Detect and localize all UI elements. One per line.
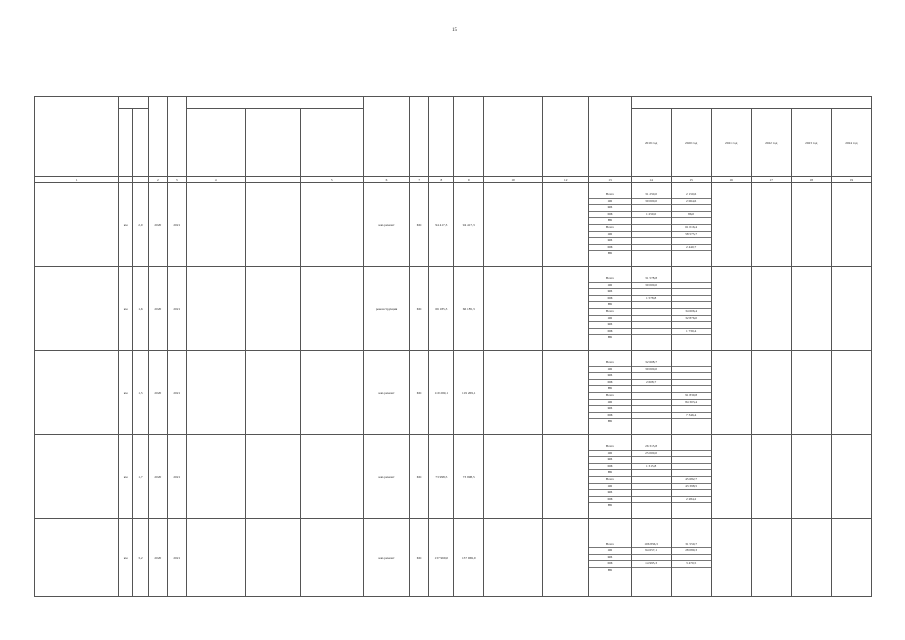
empty-year-cell — [751, 183, 791, 267]
work-type: кап.ремонт — [363, 519, 409, 597]
estimated-cost: 94 417,3 — [429, 183, 454, 267]
table-row — [35, 267, 872, 351]
executor-cell — [543, 267, 589, 351]
value-2021-line — [672, 322, 711, 329]
value-2021-line — [672, 503, 711, 509]
value-2021-line — [672, 335, 711, 341]
value-2020-line — [632, 302, 671, 309]
value-2020-line: 1 250,0 — [632, 212, 671, 219]
value-2021-line — [672, 218, 711, 225]
value-2020-line — [632, 484, 671, 491]
source-line: Всего — [589, 309, 630, 316]
value-2020-line: 106 836,3 — [632, 542, 671, 549]
value-2020-line — [632, 497, 671, 504]
col-number: 4 — [186, 177, 245, 183]
value-2021-line: 2 150,6 — [672, 192, 711, 199]
empty-year-cell — [711, 519, 751, 597]
value-2020-line: 30 000,0 — [632, 367, 671, 374]
header-year-2019: 2019 год — [631, 109, 671, 177]
source-line: МБ — [589, 329, 630, 336]
value-2020-cell — [631, 435, 671, 519]
remaining-cost: 119 269,1 — [454, 351, 484, 435]
header-cost — [429, 97, 454, 177]
header-capacity — [119, 97, 149, 109]
value-2021-line — [672, 464, 711, 471]
table-body — [35, 183, 872, 597]
value-2020-line: 14 995,3 — [632, 561, 671, 568]
object-name — [35, 267, 119, 351]
object-name — [35, 519, 119, 597]
executor-cell — [543, 183, 589, 267]
expertise-info — [245, 183, 300, 267]
value-2021-line — [672, 205, 711, 212]
psd-info — [186, 351, 245, 435]
source-line: ФБ — [589, 238, 630, 245]
value-2021-line — [672, 555, 711, 562]
source-line: Всего — [589, 542, 630, 549]
source-line: ФБ — [589, 289, 630, 296]
source-line: МБ — [589, 413, 630, 420]
value-2021-line: 2 064,6 — [672, 199, 711, 206]
header-source — [589, 97, 631, 177]
value-2020-line — [632, 322, 671, 329]
value-2021-line: 84 303,4 — [672, 400, 711, 407]
value-2021-line — [672, 444, 711, 451]
capacity-unit: км — [119, 267, 133, 351]
source-line: ОБ — [589, 283, 630, 290]
source-line: ВБ — [607, 419, 613, 424]
value-2021-line: 91 830,8 — [672, 393, 711, 400]
header-funding — [631, 97, 871, 109]
value-2021-line: 1 730,4 — [672, 329, 711, 336]
source-line: ВБ — [607, 567, 613, 572]
value-2020-line — [632, 329, 671, 336]
capacity-unit: км — [119, 183, 133, 267]
value-2021-line: 2 284,2 — [672, 497, 711, 504]
source-line: МБ — [589, 296, 630, 303]
value-2020-line — [632, 568, 671, 574]
col-number: 17 — [751, 177, 791, 183]
value-2020-line — [632, 470, 671, 477]
estimated-cost: 73 998,5 — [429, 435, 454, 519]
object-name — [35, 435, 119, 519]
value-2020-line — [632, 555, 671, 562]
header-municipality — [484, 97, 543, 177]
source-line: Всего — [589, 225, 630, 232]
value-2020-line — [632, 477, 671, 484]
source-line: Всего — [589, 444, 630, 451]
header-price-exp — [245, 109, 300, 177]
col-number: 16 — [711, 177, 751, 183]
source-line: МБ — [589, 380, 630, 387]
value-2021-line — [672, 276, 711, 283]
capacity-value: 3,2 — [133, 519, 149, 597]
value-2021-line — [672, 451, 711, 458]
value-2021-cell — [671, 351, 711, 435]
psd-info — [186, 183, 245, 267]
municipality — [484, 267, 543, 351]
col-number: 2 — [148, 177, 167, 183]
header-executor — [543, 97, 589, 177]
value-2020-line — [632, 238, 671, 245]
value-2021-line: 58 575,7 — [672, 232, 711, 239]
empty-year-cell — [711, 267, 751, 351]
source-line: ОБ — [589, 232, 630, 239]
executor-cell — [543, 435, 589, 519]
header-remaining — [454, 97, 484, 177]
table-row — [35, 519, 872, 597]
header-work-type — [363, 97, 409, 177]
year-start: 2020 — [148, 519, 167, 597]
value-2020-line — [632, 225, 671, 232]
source-line: ОБ — [589, 400, 630, 407]
object-name — [35, 183, 119, 267]
psd-details — [300, 519, 363, 597]
value-2021-line — [672, 360, 711, 367]
header-name — [35, 97, 119, 177]
table-row — [35, 351, 872, 435]
value-2020-line — [632, 457, 671, 464]
empty-year-cell — [791, 519, 831, 597]
remaining-cost: 137 969,0 — [454, 519, 484, 597]
executor-cell — [543, 519, 589, 597]
municipality — [484, 435, 543, 519]
psd-details — [300, 351, 363, 435]
ownership: МС — [410, 519, 429, 597]
value-2021-line: 43 398,5 — [672, 484, 711, 491]
value-2020-line: 94 657,1 — [632, 548, 671, 555]
year-end: 2021 — [167, 351, 186, 435]
header-positive-exp — [186, 109, 245, 177]
empty-year-cell — [791, 183, 831, 267]
value-2020-line: 26 315,8 — [632, 444, 671, 451]
empty-year-cell — [711, 435, 751, 519]
header-psd-details — [300, 109, 363, 177]
ownership: МС — [410, 267, 429, 351]
empty-year-cell — [831, 519, 871, 597]
psd-details — [300, 435, 363, 519]
work-type: кап.ремонт — [363, 351, 409, 435]
col-number: 8 — [429, 177, 454, 183]
source-cell — [589, 267, 631, 351]
value-2020-line — [632, 406, 671, 413]
value-2021-line: 2 440,7 — [672, 245, 711, 252]
value-2020-line: 30 000,0 — [632, 283, 671, 290]
value-2021-line: 86,0 — [672, 212, 711, 219]
capacity-unit: км — [119, 435, 133, 519]
value-2020-line — [632, 413, 671, 420]
expertise-info — [245, 267, 300, 351]
value-2020-line — [632, 218, 671, 225]
psd-info — [186, 267, 245, 351]
source-line: ВБ — [589, 218, 630, 225]
capacity-value: 1,7 — [133, 435, 149, 519]
value-2021-line: 28 080,3 — [672, 548, 711, 555]
source-cell — [589, 183, 631, 267]
header-year-2024: 2024 год — [831, 109, 871, 177]
source-line: ФБ — [589, 490, 630, 497]
source-line: Всего — [589, 192, 630, 199]
municipality — [484, 351, 543, 435]
source-line: ВБ — [607, 251, 613, 256]
col-number: 6 — [363, 177, 409, 183]
ownership: МС — [410, 351, 429, 435]
empty-year-cell — [831, 351, 871, 435]
source-line: МБ — [589, 497, 630, 504]
program-table — [34, 96, 872, 597]
source-line: ВБ — [589, 386, 630, 393]
empty-year-cell — [711, 183, 751, 267]
col-number: 3 — [167, 177, 186, 183]
year-start: 2020 — [148, 351, 167, 435]
value-2020-line — [632, 289, 671, 296]
source-line: ОБ — [589, 316, 630, 323]
psd-info — [186, 519, 245, 597]
source-line: ВБ — [589, 470, 630, 477]
work-type: реконструкция — [363, 267, 409, 351]
header-ownership — [410, 97, 429, 177]
header-year-2020: 2020 год — [671, 109, 711, 177]
col-number: 7 — [410, 177, 429, 183]
source-line: ОБ — [589, 199, 630, 206]
capacity-unit: км — [119, 351, 133, 435]
header-year-end — [167, 97, 186, 177]
value-2020-line — [632, 490, 671, 497]
col-number: 9 — [454, 177, 484, 183]
value-2021-line — [672, 568, 711, 574]
value-2020-cell — [631, 519, 671, 597]
value-2020-line: 1 315,8 — [632, 464, 671, 471]
header-cap-unit — [119, 109, 133, 177]
value-2021-line: 7 346,4 — [672, 413, 711, 420]
source-line: МБ — [589, 212, 630, 219]
header-psd-info — [186, 97, 363, 109]
capacity-value: 2,0 — [133, 183, 149, 267]
col-number: 14 — [631, 177, 671, 183]
value-2020-line: 2 608,7 — [632, 380, 671, 387]
source-line: ОБ — [589, 451, 630, 458]
value-2021-line: 45 682,7 — [672, 477, 711, 484]
value-2021-line — [672, 238, 711, 245]
header-year-start — [148, 97, 167, 177]
col-number: 5 — [300, 177, 363, 183]
value-2020-line — [632, 419, 671, 425]
psd-info — [186, 435, 245, 519]
remaining-cost: 94 417,3 — [454, 183, 484, 267]
empty-year-cell — [751, 435, 791, 519]
value-2020-cell — [631, 267, 671, 351]
empty-year-cell — [791, 435, 831, 519]
value-2021-line — [672, 470, 711, 477]
value-2020-line — [632, 386, 671, 393]
empty-year-cell — [831, 435, 871, 519]
value-2021-line: 34 606,4 — [672, 309, 711, 316]
value-2020-line: 31 250,0 — [632, 192, 671, 199]
source-line: ОБ — [589, 548, 630, 555]
value-2020-line: 25 000,0 — [632, 451, 671, 458]
col-number: 1 — [35, 177, 119, 183]
year-start: 2020 — [148, 183, 167, 267]
source-cell — [589, 435, 631, 519]
value-2021-line — [672, 296, 711, 303]
value-2021-cell — [671, 519, 711, 597]
object-name — [35, 351, 119, 435]
value-2020-line — [632, 335, 671, 341]
source-line: ФБ — [589, 322, 630, 329]
remaining-cost: 73 998,5 — [454, 435, 484, 519]
empty-year-cell — [831, 267, 871, 351]
source-line: ФБ — [589, 205, 630, 212]
value-2021-line — [672, 289, 711, 296]
source-line: ВБ — [589, 302, 630, 309]
value-2020-line: 30 000,0 — [632, 199, 671, 206]
source-line: МБ — [589, 561, 630, 568]
value-2020-line — [632, 400, 671, 407]
empty-year-cell — [791, 267, 831, 351]
value-2021-line — [672, 283, 711, 290]
value-2021-line — [672, 367, 711, 374]
value-2021-line — [672, 419, 711, 425]
empty-year-cell — [831, 183, 871, 267]
header-year-2021: 2021 год — [711, 109, 751, 177]
value-2020-line — [632, 393, 671, 400]
page-number: 15 — [452, 28, 457, 33]
year-end: 2021 — [167, 267, 186, 351]
value-2021-line — [672, 386, 711, 393]
empty-year-cell — [751, 351, 791, 435]
col-number: 15 — [671, 177, 711, 183]
empty-year-cell — [791, 351, 831, 435]
empty-year-cell — [751, 267, 791, 351]
value-2020-line: 32 608,7 — [632, 360, 671, 367]
capacity-unit: км — [119, 519, 133, 597]
value-2021-line: 31 550,7 — [672, 542, 711, 549]
empty-year-cell — [711, 351, 751, 435]
col-number: 19 — [831, 177, 871, 183]
col-number: 12 — [543, 177, 589, 183]
value-2021-cell — [671, 435, 711, 519]
source-line: ОБ — [589, 367, 630, 374]
capacity-value: 1,6 — [133, 267, 149, 351]
estimated-cost: 66 185,3 — [429, 267, 454, 351]
estimated-cost: 119 269,1 — [429, 351, 454, 435]
psd-details — [300, 183, 363, 267]
ownership: МС — [410, 435, 429, 519]
value-2021-line — [672, 373, 711, 380]
value-2020-line — [632, 503, 671, 509]
value-2021-cell — [671, 267, 711, 351]
source-line: ВБ — [607, 503, 613, 508]
table-row — [35, 435, 872, 519]
source-line: ФБ — [589, 457, 630, 464]
expertise-info — [245, 351, 300, 435]
col-number: 10 — [484, 177, 543, 183]
source-line: Всего — [589, 477, 630, 484]
source-cell — [589, 519, 631, 597]
value-2020-line — [632, 245, 671, 252]
value-2020-line — [632, 309, 671, 316]
municipality — [484, 519, 543, 597]
empty-year-cell — [751, 519, 791, 597]
capacity-value: 1,5 — [133, 351, 149, 435]
source-line: Всего — [589, 276, 630, 283]
value-2021-line: 32 876,0 — [672, 316, 711, 323]
source-line: ФБ — [589, 406, 630, 413]
value-2021-line: 61 016,4 — [672, 225, 711, 232]
value-2020-line — [632, 205, 671, 212]
source-line: МБ — [589, 245, 630, 252]
col-number: 13 — [589, 177, 631, 183]
psd-details — [300, 267, 363, 351]
year-end: 2021 — [167, 519, 186, 597]
value-2020-cell — [631, 183, 671, 267]
remaining-cost: 66 185,3 — [454, 267, 484, 351]
work-type: кап.ремонт — [363, 183, 409, 267]
expertise-info — [245, 435, 300, 519]
source-cell — [589, 351, 631, 435]
source-line: ВБ — [607, 335, 613, 340]
header-cap-value — [133, 109, 149, 177]
year-start: 2020 — [148, 267, 167, 351]
expertise-info — [245, 519, 300, 597]
value-2020-line: 1 578,8 — [632, 296, 671, 303]
source-line: ОБ — [589, 484, 630, 491]
estimated-cost: 137 969,0 — [429, 519, 454, 597]
value-2021-cell — [671, 183, 711, 267]
source-line: МБ — [589, 464, 630, 471]
header-year-2023: 2023 год — [791, 109, 831, 177]
value-2020-line — [632, 251, 671, 257]
value-2020-line — [632, 316, 671, 323]
col-number: 18 — [791, 177, 831, 183]
source-line: Всего — [589, 393, 630, 400]
year-start: 2020 — [148, 435, 167, 519]
value-2020-cell — [631, 351, 671, 435]
value-2021-line — [672, 490, 711, 497]
ownership: МС — [410, 183, 429, 267]
value-2020-line: 31 578,8 — [632, 276, 671, 283]
value-2021-line — [672, 457, 711, 464]
municipality — [484, 183, 543, 267]
source-line: Всего — [589, 360, 630, 367]
executor-cell — [543, 351, 589, 435]
value-2020-line — [632, 373, 671, 380]
source-line: ФБ — [589, 373, 630, 380]
year-end: 2021 — [167, 435, 186, 519]
source-line: ФБ — [589, 555, 630, 562]
value-2021-line — [672, 302, 711, 309]
header-year-2022: 2022 год — [751, 109, 791, 177]
value-2021-line — [672, 251, 711, 257]
work-type: кап.ремонт — [363, 435, 409, 519]
value-2021-line: 3 470,5 — [672, 561, 711, 568]
value-2021-line — [672, 406, 711, 413]
value-2021-line — [672, 380, 711, 387]
year-end: 2021 — [167, 183, 186, 267]
table-row — [35, 183, 872, 267]
value-2020-line — [632, 232, 671, 239]
